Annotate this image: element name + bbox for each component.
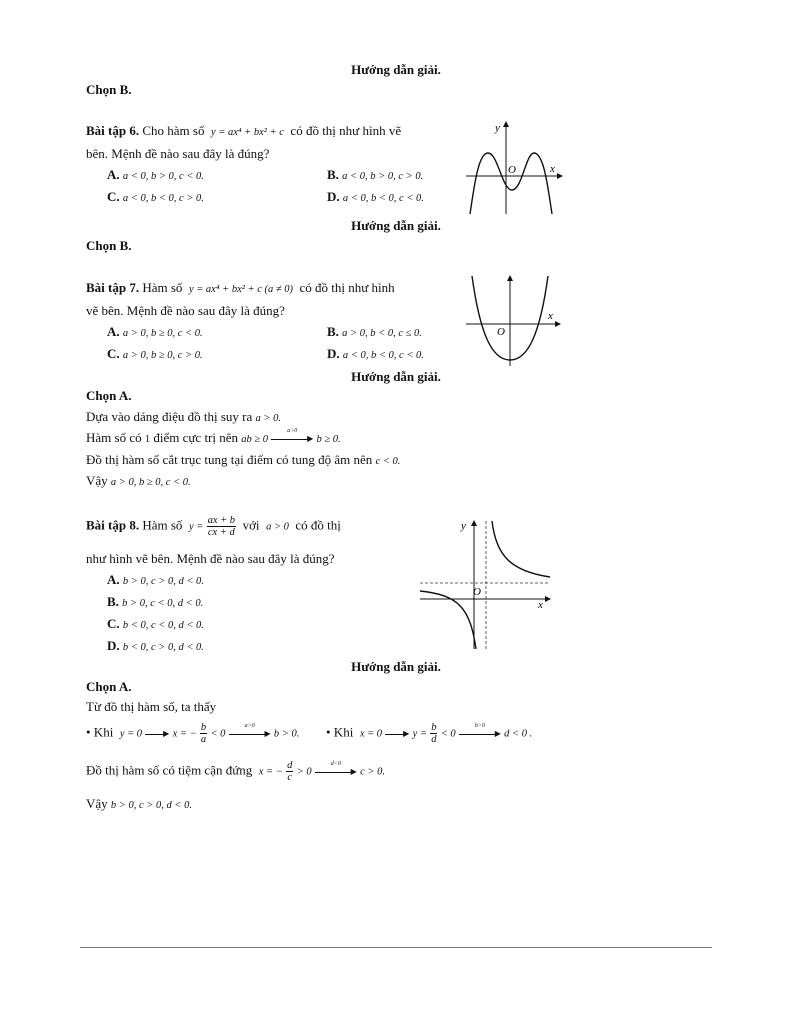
ex8-curve-left (420, 591, 476, 649)
ex8-asymptote-line: Đồ thị hàm số có tiệm cận đứng x = − $\frac{d}{c}$ > 0 d<0 ▶ c > 0. (86, 760, 385, 783)
ex6-x-label: x (550, 163, 555, 175)
ex7-option-c: C. a > 0, b ≥ 0, c > 0. (107, 346, 203, 361)
ex6-graph (462, 118, 568, 218)
ex7-option-a: A. a > 0, b ≥ 0, c < 0. (107, 324, 203, 339)
ex6-question-line2: bên. Mệnh đề nào sau đây là đúng? (86, 146, 270, 161)
ex8-bullet-1: • Khi y = 0 ▶ x = − $\frac{b}{a}$ < 0 a>0 ▶ b > 0. (86, 722, 300, 745)
ex7-option-b: B. a > 0, b < 0, c ≤ 0. (327, 324, 422, 339)
ex6-option-b: B. a < 0, b > 0, c > 0. (327, 167, 424, 182)
ex8-curve-right (492, 521, 550, 577)
ex7-graph (462, 272, 566, 370)
ex8-answer: Chọn A. (86, 679, 132, 694)
ex8-guide-heading: Hướng dẫn giải. (351, 659, 441, 674)
ex6-guide-heading: Hướng dẫn giải. (351, 218, 441, 233)
ex7-option-d: D. a < 0, b < 0, c < 0. (327, 346, 424, 361)
ex7-question-line1 (86, 280, 395, 296)
ex6-option-a: A. a < 0, b > 0, c < 0. (107, 167, 204, 182)
ex6-y-label: y (495, 122, 500, 134)
ex8-title: Bài tập 8. (86, 517, 140, 533)
ex8-option-d: D. b < 0, c > 0, d < 0. (107, 638, 204, 653)
ex6-formula: y = ax⁴ + bx² + c (210, 127, 284, 138)
ex7-x-label: x (548, 310, 553, 322)
answer-top: Chọn B. (86, 82, 132, 97)
ex6-answer: Chọn B. (86, 238, 132, 253)
ex8-x-label: x (538, 599, 543, 611)
ex7-solution-line3: Đồ thị hàm số cắt trục tung tại điểm có tung độ âm nên c < 0. (86, 452, 401, 467)
ex6-option-c: C. a < 0, b < 0, c > 0. (107, 189, 204, 204)
ex7-question-line2: vẽ bên. Mệnh đề nào sau đây là đúng? (86, 303, 285, 318)
ex7-origin-label: O (497, 326, 505, 338)
ex8-question-line1: Bài tập 8. Hàm số y = $\frac{ax + b}{cx + d}$ với a > 0 có đồ thị (86, 515, 341, 538)
ex8-fraction: $\frac{ax + b}{cx + d}$ (207, 515, 236, 538)
ex8-option-b: B. b > 0, c < 0, d < 0. (107, 594, 204, 609)
ex6-question-line1 (86, 123, 401, 139)
ex8-b2-implies-arrow: b>0 ▶ (459, 729, 501, 739)
ex8-asym-implies-arrow: d<0 ▶ (315, 767, 357, 777)
ex7-title: Bài tập 7. (86, 280, 140, 295)
guide-heading-top: Hướng dẫn giải. (351, 62, 441, 77)
ex6-origin-label: O (508, 164, 516, 176)
ex8-option-c: C. b < 0, c < 0, d < 0. (107, 616, 204, 631)
ex8-question-line2: như hình vẽ bên. Mệnh đề nào sau đây là đúng? (86, 551, 335, 566)
ex8-option-a: A. b > 0, c > 0, d < 0. (107, 572, 204, 587)
ex7-answer: Chọn A. (86, 388, 132, 403)
footer-divider (80, 947, 712, 948)
ex7-solution-line1: Dựa vào dáng điệu đồ thị suy ra a > 0. (86, 409, 281, 424)
ex6-option-d: D. a < 0, b < 0, c < 0. (327, 189, 424, 204)
ex7-implies-arrow: a>0 ▶ (271, 434, 313, 444)
ex8-solution-intro: Từ đồ thị hàm số, ta thấy (86, 699, 217, 714)
ex6-tail: có đồ thị như hình vẽ (290, 123, 402, 138)
ex8-conclusion: Vậy b > 0, c > 0, d < 0. (86, 796, 192, 811)
ex6-title: Bài tập 6. (86, 123, 140, 138)
ex8-graph (418, 515, 558, 651)
ex8-origin-label: O (473, 586, 481, 598)
ex8-bullet-2: • Khi x = 0 ▶ y = $\frac{b}{d}$ < 0 b>0 ▶ d < 0 . (326, 722, 533, 745)
ex8-b1-implies-arrow: a>0 ▶ (229, 729, 271, 739)
ex8-y-label: y (461, 520, 466, 532)
ex6-curve (470, 153, 552, 214)
ex6-intro: Cho hàm số (142, 123, 205, 138)
ex7-tail: có đồ thị như hình (299, 280, 395, 295)
ex7-solution-line4: Vậy a > 0, b ≥ 0, c < 0. (86, 473, 191, 488)
ex7-intro: Hàm số (142, 280, 183, 295)
ex7-guide-heading: Hướng dẫn giải. (351, 369, 441, 384)
ex7-solution-line2: Hàm số có 1 điểm cực trị nên ab ≥ 0 a>0 ▶ b ≥ 0. (86, 428, 341, 445)
ex7-formula: y = ax⁴ + bx² + c (a ≠ 0) (188, 284, 294, 295)
